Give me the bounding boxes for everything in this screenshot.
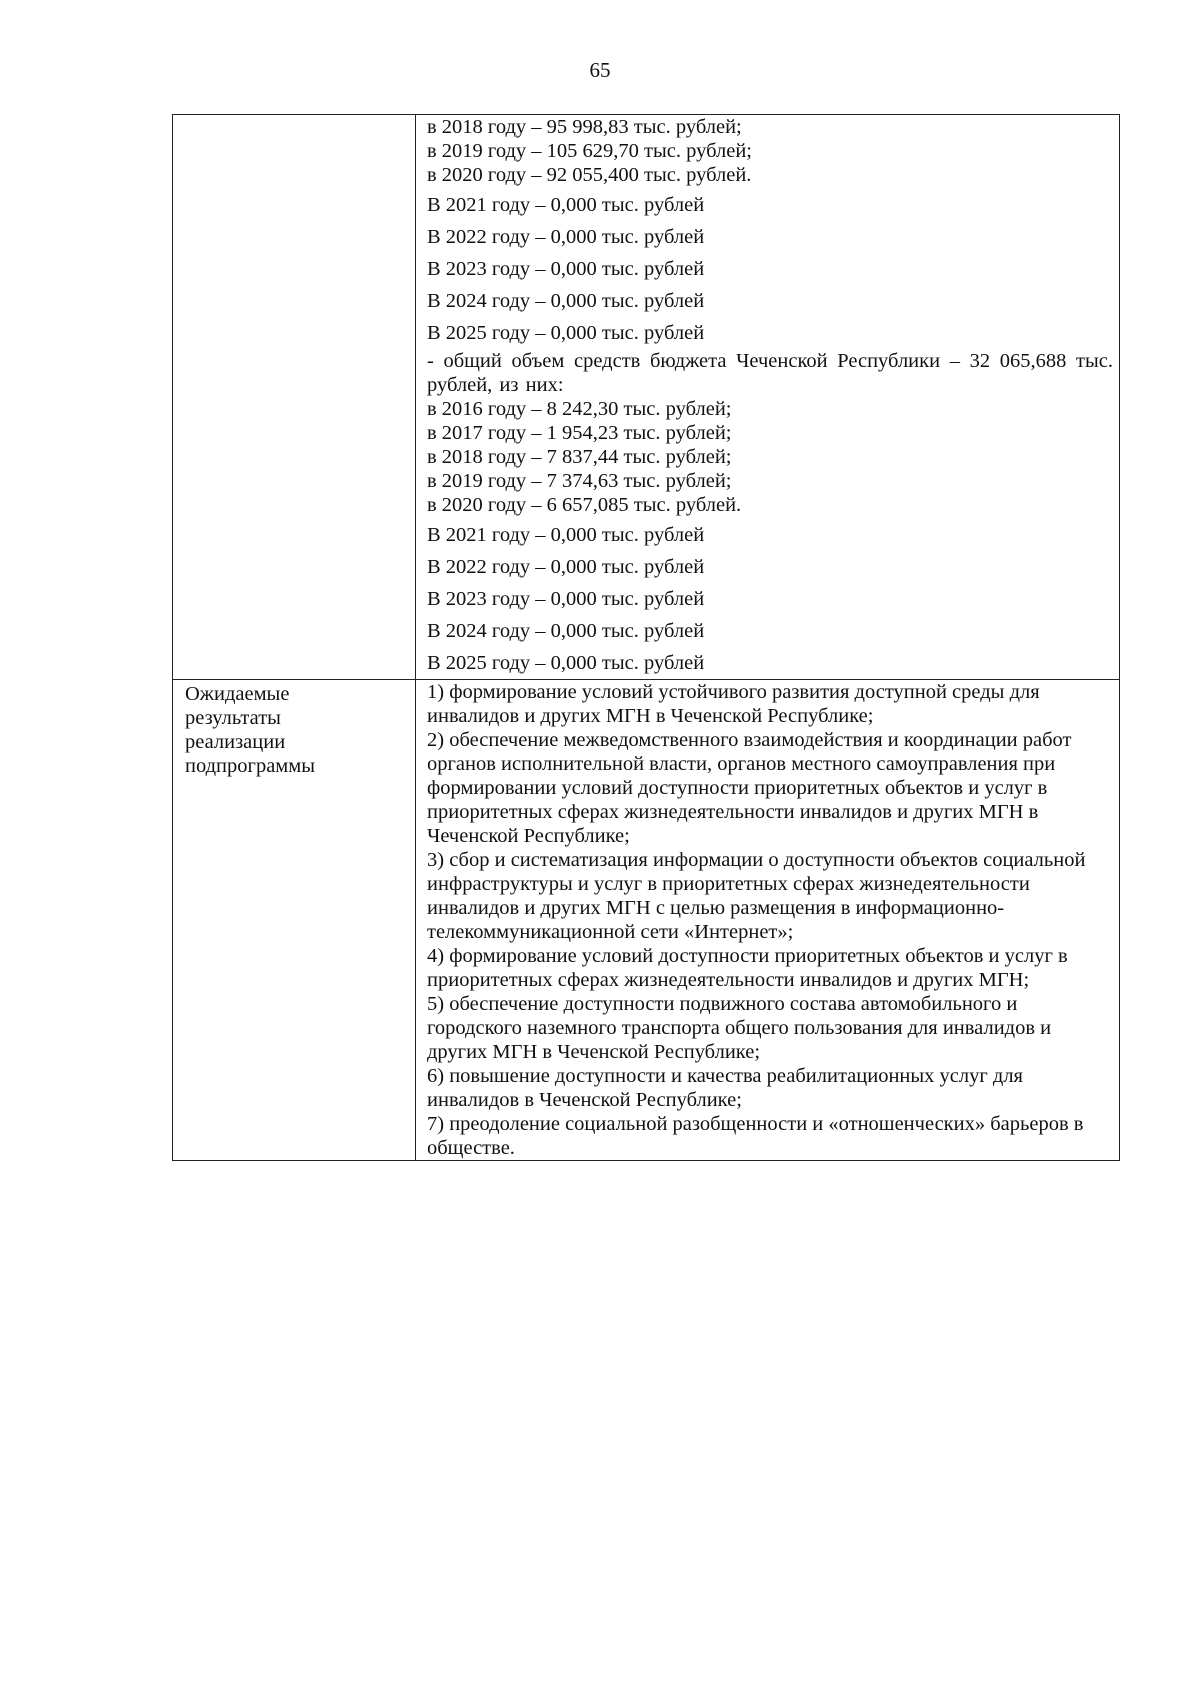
result-item: 6) повышение доступности и качества реабилитационных услуг для инвалидов в Чеченской Республике; (427, 1065, 1023, 1111)
results-label-line: реализации (185, 731, 286, 753)
funding-line: в 2018 году – 7 837,44 тыс. рублей; (427, 446, 732, 468)
funding-line: в 2019 году – 7 374,63 тыс. рублей; (427, 470, 732, 492)
page-number: 65 (589, 58, 611, 82)
funding-line: В 2025 году – 0,000 тыс. рублей (427, 322, 705, 344)
regional-budget-intro: - общий объем средств бюджета Чеченской Республики – 32 065,688 тыс. рублей, из них: (427, 350, 1113, 396)
result-item: 7) преодоление социальной разобщенности и «отношенческих» барьеров в обществе. (427, 1113, 1084, 1159)
result-item: 1) формирование условий устойчивого развития доступной среды для инвалидов и других МГН в Чеченской Республике; (427, 681, 1040, 727)
funding-line: В 2023 году – 0,000 тыс. рублей (427, 258, 705, 280)
funding-line: в 2018 году – 95 998,83 тыс. рублей; (427, 116, 742, 138)
funding-line: В 2022 году – 0,000 тыс. рублей (427, 556, 705, 578)
results-label (185, 680, 415, 778)
results-value-cell (416, 680, 1120, 1161)
funding-line: В 2023 году – 0,000 тыс. рублей (427, 588, 705, 610)
funding-line: В 2025 году – 0,000 тыс. рублей (427, 652, 705, 674)
results-label-line: результаты (185, 707, 281, 729)
funding-line: В 2024 году – 0,000 тыс. рублей (427, 620, 705, 642)
funding-line: в 2017 году – 1 954,23 тыс. рублей; (427, 422, 732, 444)
funding-value-cell (416, 115, 1120, 680)
funding-line: в 2019 году – 105 629,70 тыс. рублей; (427, 140, 752, 162)
funding-line: В 2024 году – 0,000 тыс. рублей (427, 290, 705, 312)
funding-row (173, 115, 1120, 680)
result-item: 2) обеспечение межведомственного взаимодействия и координации работ органов исполнительной власти, органов местного самоуправления при формировании условий доступности приоритетных объектов и услуг в приоритетных сферах жизнедеятельности инвалидов и других МГН в Чеченской Республике; (427, 729, 1072, 847)
result-item: 5) обеспечение доступности подвижного состава автомобильного и городского наземного транспорта общего пользования для инвалидов и других МГН в Чеченской Республике; (427, 993, 1052, 1063)
funding-label-cell (173, 115, 416, 680)
funding-line: в 2020 году – 92 055,400 тыс. рублей. (427, 164, 752, 186)
funding-line: в 2016 году – 8 242,30 тыс. рублей; (427, 398, 732, 420)
results-row (173, 680, 1120, 1161)
funding-line: В 2022 году – 0,000 тыс. рублей (427, 226, 705, 248)
result-item: 4) формирование условий доступности приоритетных объектов и услуг в приоритетных сферах жизнедеятельности инвалидов и других МГН; (427, 945, 1068, 991)
funding-line: В 2021 году – 0,000 тыс. рублей (427, 194, 705, 216)
program-table (172, 114, 1120, 1161)
results-label-cell (173, 680, 416, 1161)
funding-line: в 2020 году – 6 657,085 тыс. рублей. (427, 494, 742, 516)
results-label-line: подпрограммы (185, 755, 316, 777)
results-label-line: Ожидаемые (185, 683, 290, 705)
funding-line: В 2021 году – 0,000 тыс. рублей (427, 524, 705, 546)
result-item: 3) сбор и систематизация информации о доступности объектов социальной инфраструктуры и услуг в приоритетных сферах жизнедеятельности инвалидов и других МГН с целью размещения в информационно-телекоммуникационной сети «Интернет»; (427, 849, 1086, 943)
